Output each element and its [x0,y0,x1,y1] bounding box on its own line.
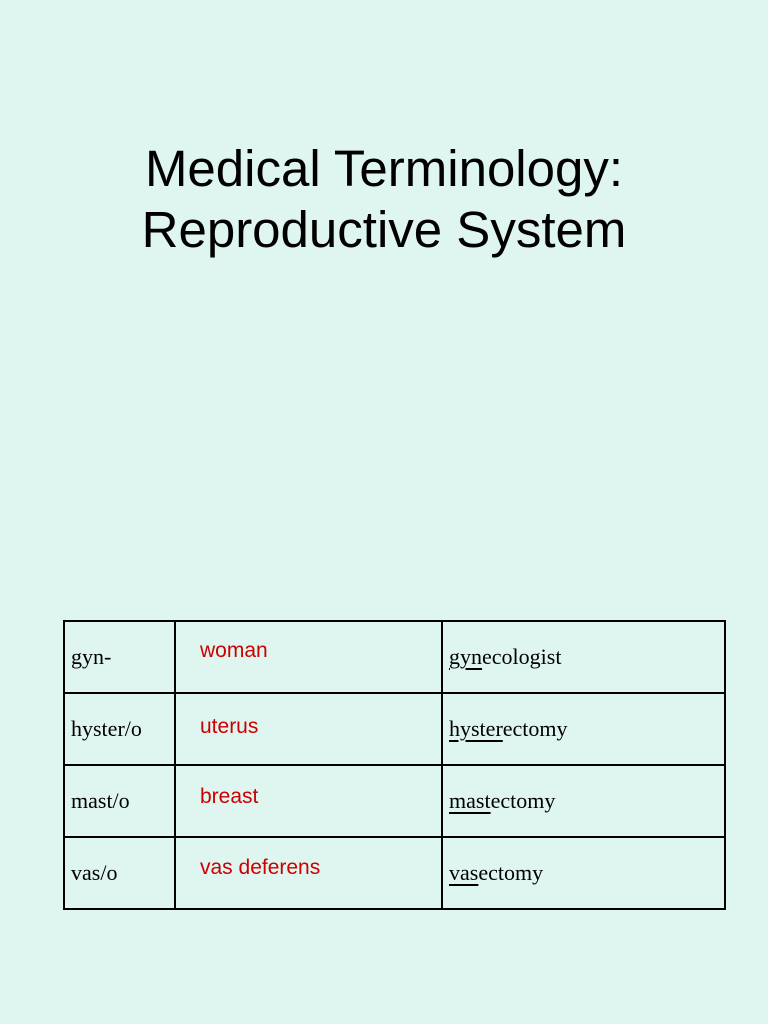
example-cell [442,693,725,765]
table-row [64,837,725,909]
meaning-cell [175,765,442,837]
example-root: mast [449,788,491,813]
slide-title [0,138,768,260]
root-cell: mast/o [64,765,175,837]
meaning-cell [175,693,442,765]
example-cell [442,765,725,837]
example-root: gyn [449,644,482,669]
example-rest: ectomy [478,860,544,885]
root-cell: hyster/o [64,693,175,765]
terminology-table [63,620,726,910]
meaning-text: woman [200,639,268,662]
table-row [64,765,725,837]
example-rest: ecologist [482,644,562,669]
root-cell: vas/o [64,837,175,909]
root-cell: gyn- [64,621,175,693]
example-root: vas [449,860,479,885]
meaning-text: uterus [200,715,259,738]
meaning-text: breast [200,785,259,808]
title-line-1: Medical Terminology: [144,140,624,197]
example-rest: ectomy [490,788,556,813]
example-cell [442,837,725,909]
example-rest: ectomy [502,716,568,741]
meaning-cell [175,837,442,909]
title-line-2: Reproductive System [141,201,627,258]
meaning-text: vas deferens [200,856,321,879]
table-row [64,693,725,765]
table-row [64,621,725,693]
example-cell [442,621,725,693]
meaning-cell [175,621,442,693]
example-root: hyster [449,716,503,741]
